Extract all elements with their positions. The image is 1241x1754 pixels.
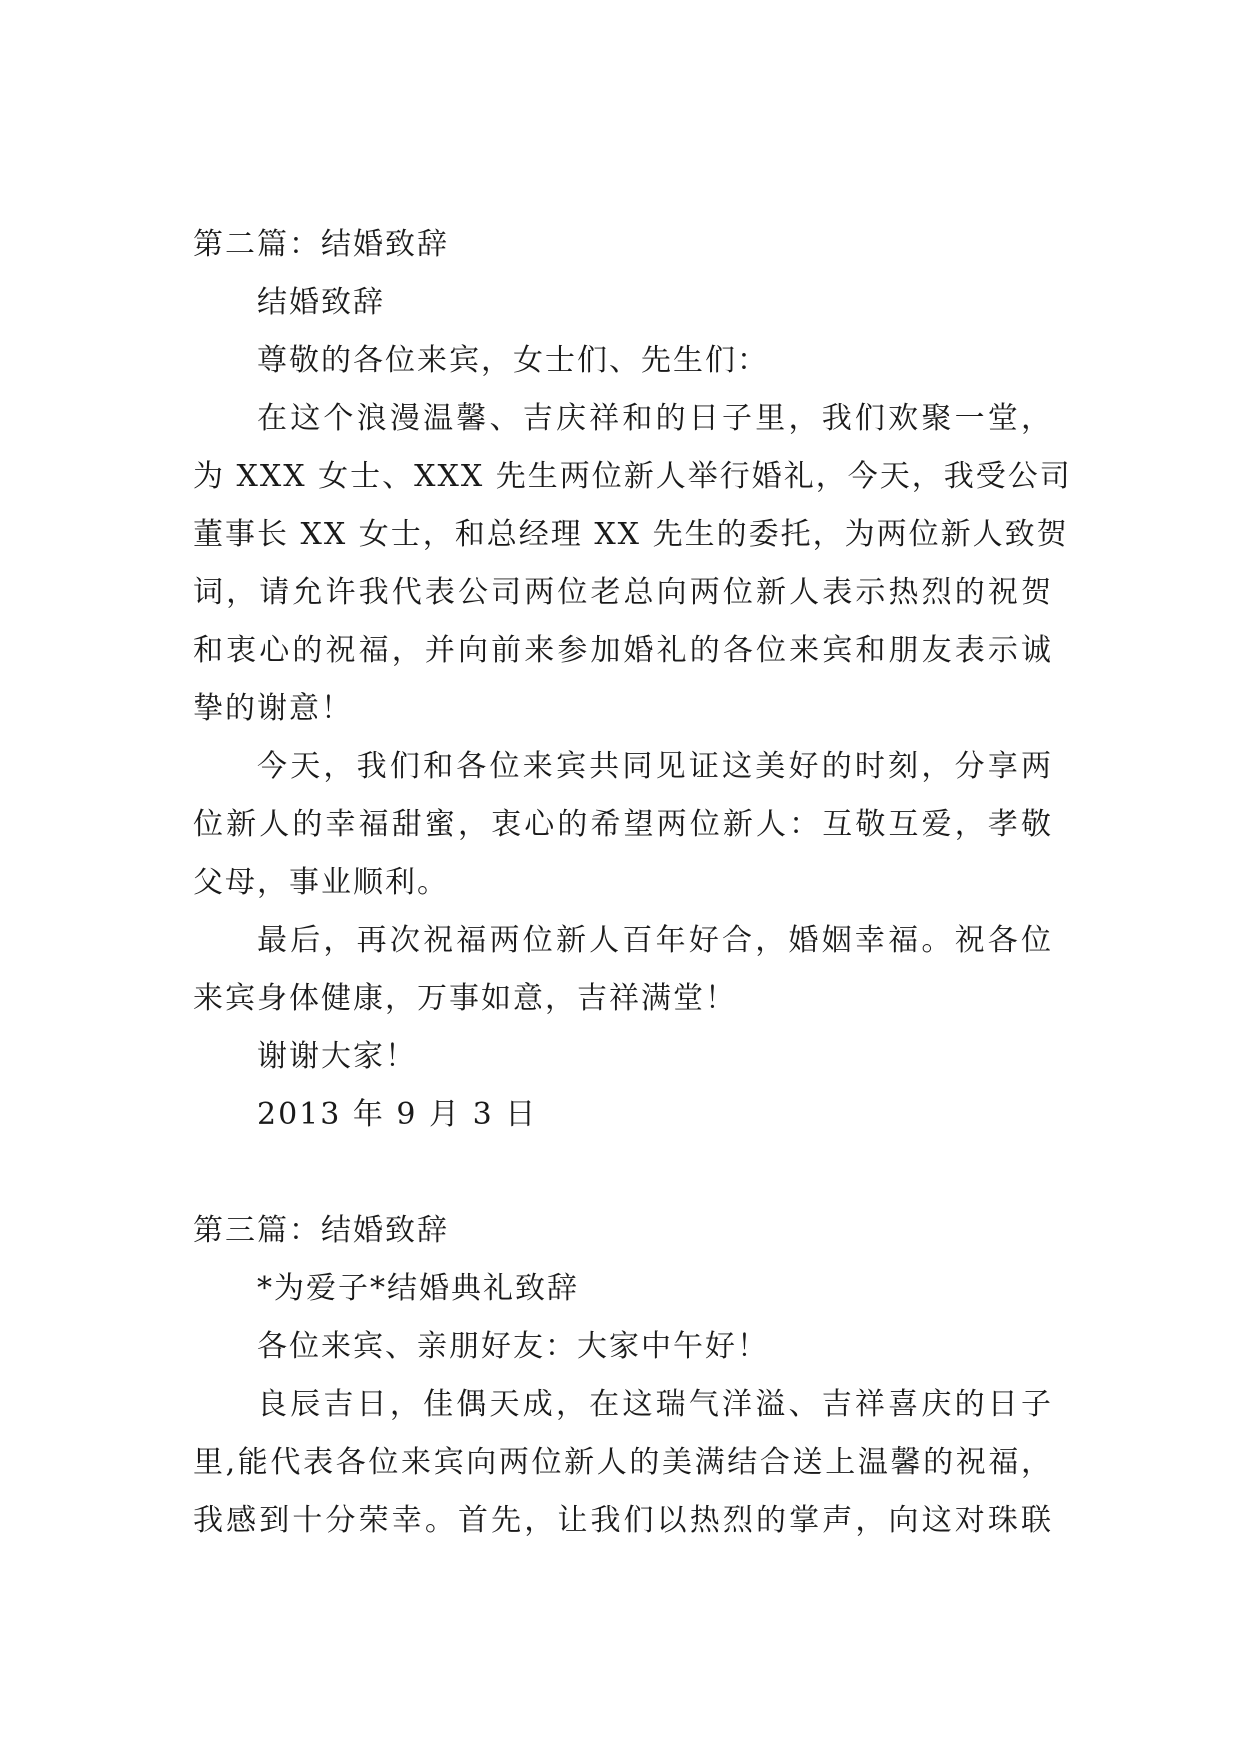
salutation: 尊敬的各位来宾，女士们、先生们： — [257, 343, 769, 378]
paragraph-line: 词，请允许我代表公司两位老总向两位新人表示热烈的祝贺 — [193, 575, 1053, 610]
section-heading: 第二篇：结婚致辞 — [193, 227, 449, 262]
paragraph-line: 为 XXX 女士、XXX 先生两位新人举行婚礼，今天，我受公司 — [193, 459, 1072, 494]
speech-title: 结婚致辞 — [257, 285, 385, 320]
paragraph-line: 在这个浪漫温馨、吉庆祥和的日子里，我们欢聚一堂， — [257, 401, 1053, 436]
paragraph-line: 父母，事业顺利。 — [193, 865, 449, 900]
closing-thanks: 谢谢大家！ — [257, 1039, 417, 1074]
paragraph-line: 和衷心的祝福，并向前来参加婚礼的各位来宾和朋友表示诚 — [193, 633, 1053, 668]
paragraph-line: 来宾身体健康，万事如意，吉祥满堂！ — [193, 981, 737, 1016]
date-line: 2013 年 9 月 3 日 — [257, 1097, 538, 1132]
paragraph-line: 挚的谢意！ — [193, 691, 353, 726]
paragraph-line: 我感到十分荣幸。首先，让我们以热烈的掌声，向这对珠联 — [193, 1503, 1053, 1538]
paragraph-line: 今天，我们和各位来宾共同见证这美好的时刻，分享两 — [257, 749, 1053, 784]
section-heading: 第三篇：结婚致辞 — [193, 1213, 449, 1248]
salutation: 各位来宾、亲朋好友：大家中午好！ — [257, 1329, 769, 1364]
paragraph-line: 良辰吉日，佳偶天成，在这瑞气洋溢、吉祥喜庆的日子 — [257, 1387, 1053, 1422]
paragraph-line: 位新人的幸福甜蜜，衷心的希望两位新人：互敬互爱，孝敬 — [193, 807, 1053, 842]
speech-title: *为爱子*结婚典礼致辞 — [257, 1271, 579, 1306]
paragraph-line: 里,能代表各位来宾向两位新人的美满结合送上温馨的祝福， — [193, 1445, 1053, 1480]
paragraph-line: 最后，再次祝福两位新人百年好合，婚姻幸福。祝各位 — [257, 923, 1053, 958]
paragraph-line: 董事长 XX 女士，和总经理 XX 先生的委托，为两位新人致贺 — [193, 517, 1069, 552]
